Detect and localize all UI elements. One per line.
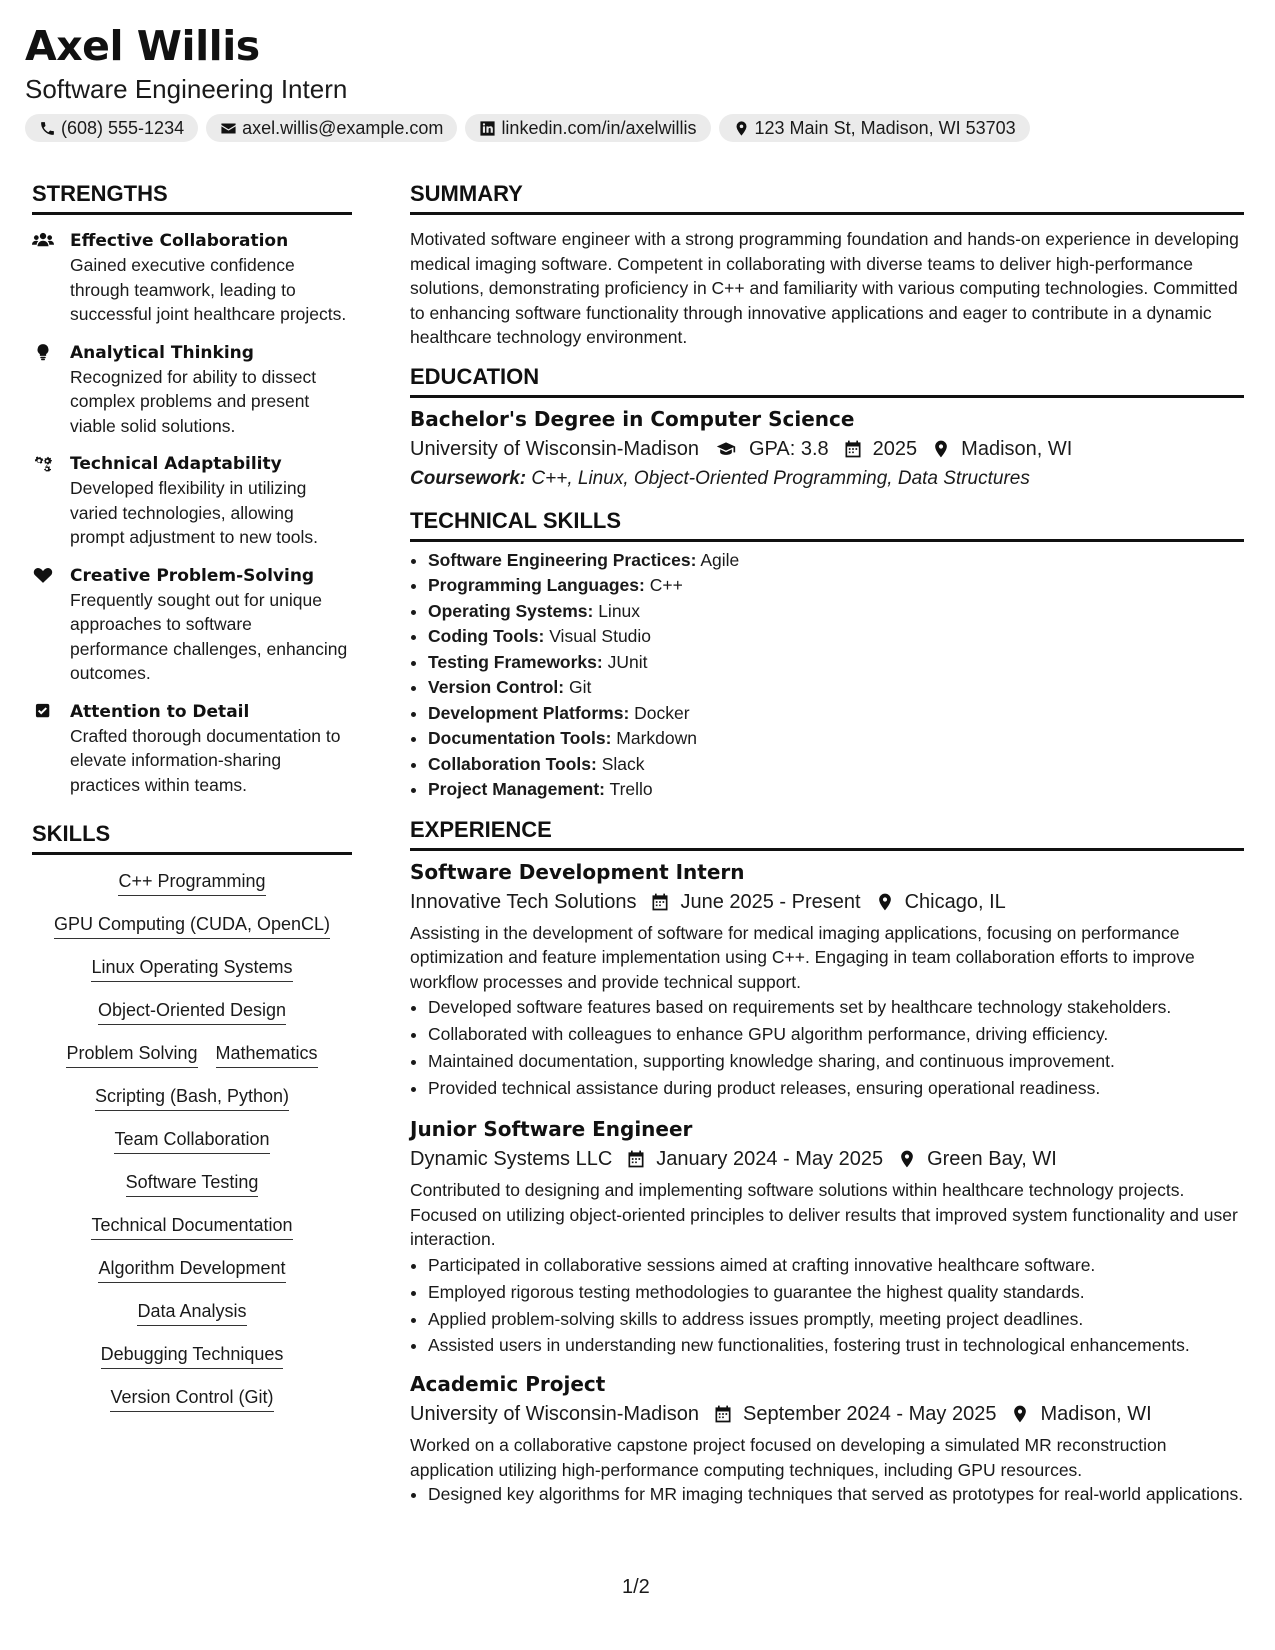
strength-desc: Recognized for ability to dissect complex problems and present viable solid solutions. [70,366,317,436]
map-pin-icon [897,1149,917,1169]
gears-icon [32,454,54,472]
phone-text: (608) 555-1234 [61,117,185,138]
tech-skill-label: Software Engineering Practices: [428,549,697,570]
address-text: 123 Main St, Madison, WI 53703 [754,117,1016,138]
coursework [410,464,1244,494]
strength-desc: Crafted thorough documentation to elevate information-sharing practices within teams. [70,725,341,795]
skill-tag: Team Collaboration [114,1127,269,1154]
job-bullets [410,1482,1244,1507]
job-description: Worked on a collaborative capstone project focused on developing a simulated MR reconstruction application utilizing high-performance computing techniques, including GPU resources. [410,1435,1167,1480]
skills-heading: SKILLS [32,821,352,855]
strength-title: Analytical Thinking [70,342,254,363]
tech-skill-value: Slack [601,753,645,774]
company-name: University of Wisconsin-Madison [410,1403,699,1425]
skills-list [32,869,352,1428]
linkedin-pill[interactable] [465,114,710,142]
job-bullets [410,994,1244,1102]
degree-title: Bachelor's Degree in Computer Science [410,406,855,431]
list-item [428,777,1244,803]
skill-tag: Algorithm Development [98,1256,285,1283]
tech-skill-value: Agile [700,549,740,570]
list-item: • Collaborated with colleagues to enhance GPU algorithm performance, driving efficiency. [428,1021,1244,1048]
technical-skills-list [410,548,1244,803]
right-column [410,181,1244,1507]
graduation-cap-icon [713,439,739,459]
skill-tag: Debugging Techniques [101,1342,284,1369]
skill-tag: Linux Operating Systems [91,955,292,982]
list-item [428,701,1244,727]
list-item [428,573,1244,599]
strength-title: Creative Problem-Solving [70,565,315,586]
phone-pill[interactable] [25,114,198,142]
tech-skill-label: Coding Tools: [428,626,545,646]
calendar-icon [626,1149,646,1169]
left-column [32,181,352,1428]
phone-icon [39,120,56,137]
technical-skills-section [410,508,1244,803]
strength-title: Effective Collaboration [70,231,289,251]
skill-tag: Scripting (Bash, Python) [95,1084,289,1111]
job-entry [410,1114,1244,1357]
list-item: • Designed key algorithms for MR imaging techniques that served as prototypes for real-world applications. [428,1482,1244,1507]
tech-skill-label: Collaboration Tools: [428,753,597,774]
education-section [410,364,1244,494]
list-item: • Assisted users in understanding new functionalities, fostering trust in technological enhancements. [428,1333,1244,1358]
tech-skill-value: JUnit [607,651,648,672]
tech-skill-value: Markdown [616,728,698,748]
list-item [428,675,1244,701]
tech-skill-value: Docker [634,702,690,723]
skill-tag: Data Analysis [137,1299,246,1326]
job-meta [410,1399,1244,1429]
list-item [428,650,1244,676]
tech-skill-label: Operating Systems: [428,600,594,621]
tech-skill-label: Version Control: [428,677,565,697]
tech-skill-label: Development Platforms: [428,702,630,723]
linkedin-icon [479,120,496,137]
strength-item [32,700,352,798]
map-pin-icon [931,439,951,459]
job-dates: June 2025 - Present [680,890,861,913]
strength-item [32,452,352,550]
job-description: Contributed to designing and implementing software solutions within healthcare technology projects. Focused on utilizing object-oriented principles to deliver results that improved system functionality and user interaction. [410,1180,1238,1249]
candidate-name: Axel Willis [25,22,260,70]
school-name: University of Wisconsin-Madison [410,437,699,460]
skill-tag: Object-Oriented Design [98,998,286,1025]
list-item: • Maintained documentation, supporting knowledge sharing, and continuous improvement. [428,1048,1244,1075]
tech-skill-label: Testing Frameworks: [428,651,603,672]
envelope-icon [220,120,237,137]
users-icon [32,231,54,249]
email-text: axel.willis@example.com [242,117,444,138]
job-meta [410,1144,1244,1174]
list-item: • Developed software features based on requirements set by healthcare technology stakeholders. [428,994,1244,1021]
address-pill[interactable] [719,114,1030,142]
graduation-year: 2025 [872,437,918,460]
list-item: • Applied problem-solving skills to address issues promptly, meeting project deadlines. [428,1306,1244,1333]
tech-skill-label: Project Management: [428,779,605,799]
job-title: Junior Software Engineer [410,1117,693,1141]
strength-desc: Frequently sought out for unique approaches to software performance challenges, enhancing outcomes. [70,589,348,683]
skill-tag: Technical Documentation [91,1213,292,1240]
strength-item [32,564,352,686]
list-item: • Employed rigorous testing methodologies to guarantee the highest quality standards. [428,1279,1244,1306]
list-item [428,548,1244,574]
skill-tag: Version Control (Git) [110,1385,273,1412]
school-location: Madison, WI [961,437,1073,460]
strength-item [32,229,352,327]
coursework-list: C++, Linux, Object-Oriented Programming, Data Structures [531,467,1030,489]
strength-title: Attention to Detail [70,701,250,722]
tech-skill-value: Trello [609,779,653,799]
job-description: Assisting in the development of software for medical imaging applications, focusing on performance optimization and feature implementation using C++. Engaging in team collaboration efforts to improve workflow processes and provide technical support. [410,922,1195,992]
calendar-icon [650,892,670,912]
job-location: Madison, WI [1040,1403,1152,1425]
skill-tag: C++ Programming [118,869,265,896]
checkbox-icon [32,702,54,720]
email-pill[interactable] [206,114,457,142]
education-meta [410,434,1244,464]
tech-skill-value: C++ [649,575,683,595]
summary-heading: SUMMARY [410,181,1244,215]
company-name: Dynamic Systems LLC [410,1148,613,1170]
strength-desc: Gained executive confidence through teamwork, leading to successful joint healthcare projects. [70,255,347,324]
job-entry [410,857,1244,1103]
contact-bar [25,114,1030,142]
strengths-heading: STRENGTHS [32,181,352,215]
map-pin-icon [733,120,750,137]
skills-section [32,821,352,1428]
tech-skill-value: Linux [598,600,641,621]
technical-skills-heading: TECHNICAL SKILLS [410,508,1244,542]
strength-title: Technical Adaptability [70,454,282,474]
strength-desc: Developed flexibility in utilizing varied technologies, allowing prompt adjustment to new tools. [70,478,319,547]
job-location: Chicago, IL [904,890,1006,913]
map-pin-icon [1010,1404,1030,1424]
experience-section [410,817,1244,1507]
lightbulb-icon [32,343,54,361]
tech-skill-label: Documentation Tools: [428,728,612,748]
heart-icon [32,566,54,584]
job-dates: September 2024 - May 2025 [742,1403,997,1425]
company-name: Innovative Tech Solutions [410,890,637,913]
job-title: Software Development Intern [410,859,745,884]
coursework-label: Coursework: [410,467,527,489]
skill-tag: Software Testing [126,1170,259,1197]
skill-tag: Problem Solving [66,1041,197,1068]
job-meta [410,887,1244,917]
job-bullets [410,1252,1244,1358]
skill-tag: GPU Computing (CUDA, OpenCL) [54,912,330,939]
job-location: Green Bay, WI [927,1148,1057,1170]
linkedin-text: linkedin.com/in/axelwillis [501,117,697,138]
list-item [428,599,1244,625]
summary-text: Motivated software engineer with a strong programming foundation and hands-on experience in developing medical imaging software. Competent in collaborating with diverse teams to deliver high-performance solutions, demonstrating proficiency in C++ and familiarity with various computing technologies. Committed to enhancing software functionality through innovative applications and eager to contribute in a dynamic healthcare technology environment. [410,229,1239,347]
job-entry [410,1369,1244,1507]
strengths-list [32,229,352,797]
tech-skill-value: Git [569,677,592,697]
list-item [428,624,1244,650]
calendar-icon [843,439,863,459]
list-item [428,726,1244,752]
gpa-text: GPA: 3.8 [748,437,829,460]
calendar-icon [713,1404,733,1424]
candidate-title: Software Engineering Intern [25,74,348,104]
tech-skill-value: Visual Studio [549,626,652,646]
job-dates: January 2024 - May 2025 [656,1148,884,1170]
skill-tag: Mathematics [216,1041,318,1068]
map-pin-icon [875,892,895,912]
experience-heading: EXPERIENCE [410,817,1244,851]
list-item: • Participated in collaborative sessions aimed at crafting innovative healthcare software. [428,1252,1244,1279]
tech-skill-label: Programming Languages: [428,575,645,595]
job-title: Academic Project [410,1372,606,1396]
list-item: • Provided technical assistance during product releases, ensuring operational readiness. [428,1075,1244,1102]
education-heading: EDUCATION [410,364,1244,398]
list-item [428,752,1244,778]
page-number: 1/2 [622,1576,650,1598]
strength-item [32,341,352,439]
